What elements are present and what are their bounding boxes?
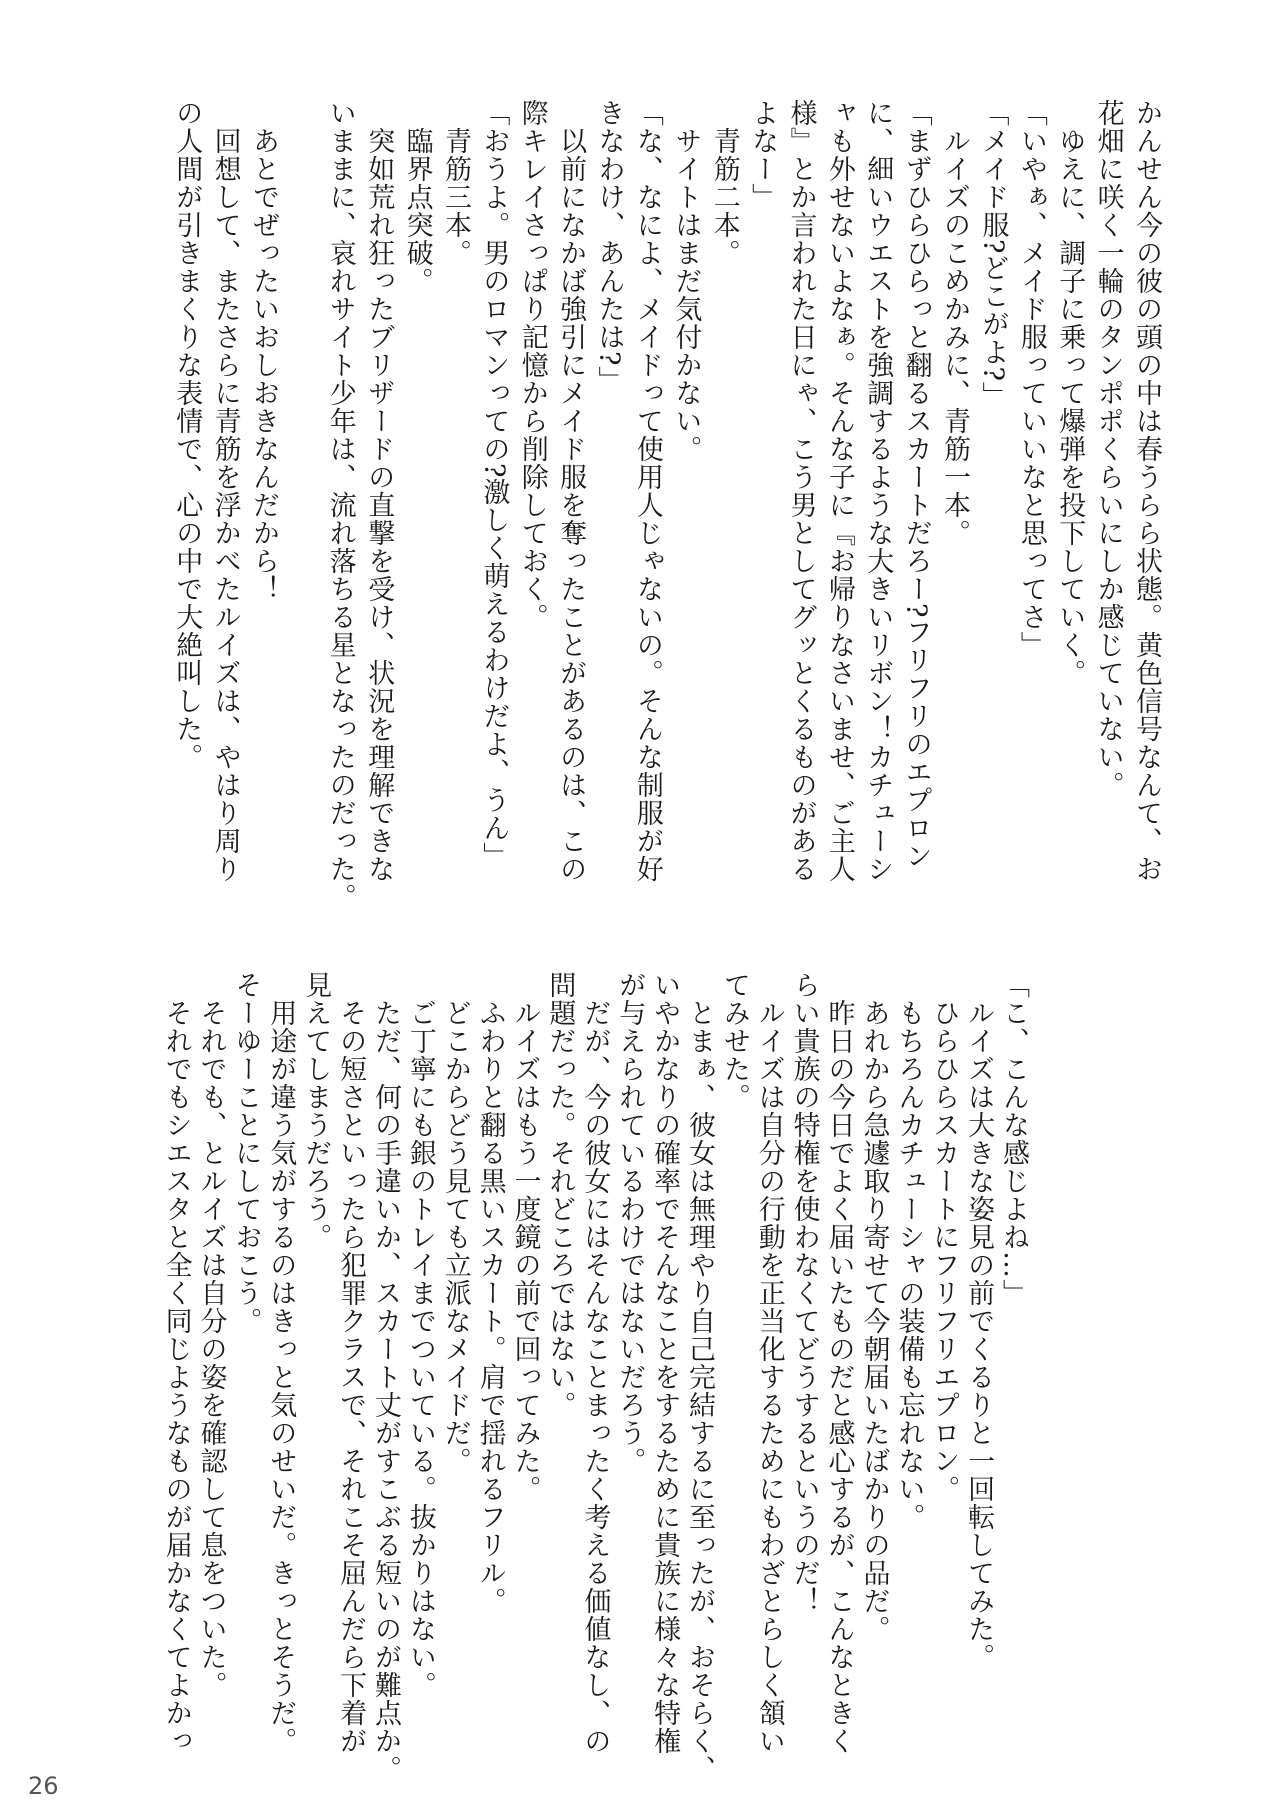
- text-line: の人間が引きまくりな表情で、心の中で大絶叫した。: [171, 99, 203, 771]
- text-block-upper: [167, 99, 1165, 909]
- text-line: いままに、哀れサイト少年は、流れ落ちる星となったのだった。: [324, 99, 356, 911]
- text-line: 「いやぁ、メイド服っていいなと思ってさ」: [1015, 99, 1047, 659]
- text-line: サイトはまだ気付かない。: [670, 99, 702, 463]
- text-line: [282, 99, 320, 909]
- text-line: 臨界点突破。: [401, 99, 433, 295]
- text-line: 昨日の今日でよく届いたものだと感心するが、こんなときく: [823, 971, 855, 1755]
- text-line: もちろんカチューシャの装備も忘れない。: [893, 971, 925, 1531]
- text-line: それでも、とルイズは自分の姿を確認して息をついた。: [195, 971, 227, 1699]
- text-line: らい貴族の特権を使わなくてどうするというのだ！: [788, 971, 820, 1615]
- text-line: あれから急遽取り寄せて今朝届いたばかりの品だ。: [858, 971, 890, 1643]
- text-line: ルイズのこめかみに、青筋一本。: [939, 99, 971, 547]
- text-line: 「メイド服?どこがよ?」: [977, 99, 1009, 410]
- text-line: 以前になかば強引にメイド服を奪ったことがあるのは、この: [555, 99, 587, 883]
- text-line: 突如荒れ狂ったブリザードの直撃を受け、状況を理解できな: [363, 99, 395, 883]
- text-line: 際キレイさっぱり記憶から削除しておく。: [516, 99, 548, 631]
- text-line: 「まずひらひらっと翻るスカートだろー?フリフリのエプロン: [900, 99, 932, 871]
- page-number: 26: [28, 1772, 59, 1800]
- text-line: だが、今の彼女にはそんなことまったく考える価値なし、の: [579, 971, 611, 1755]
- text-block-lower: [158, 971, 1030, 1783]
- text-line: ただ、何の手違いか、スカート丈がすこぶる短いのが難点か。: [369, 971, 401, 1783]
- text-line: 「こ、こんな感じよね…」: [998, 971, 1029, 1307]
- text-line: いやかなりの確率でそんなことをするために貴族に様々な特権: [649, 971, 681, 1755]
- text-line: ひらひらスカートにフリフリエプロン。: [928, 971, 960, 1503]
- text-line: ャも外せないよなぁ。そんな子に『お帰りなさいませ、ご主人: [823, 99, 855, 883]
- text-line: 見えてしまうだろう。: [300, 971, 332, 1251]
- text-line: ご丁寧にも銀のトレイまでついている。抜かりはない。: [404, 971, 436, 1699]
- text-line: 青筋二本。: [708, 99, 740, 267]
- text-line: 回想して、またさらに青筋を浮かべたルイズは、やはり周り: [209, 99, 241, 883]
- text-line: よなー」: [747, 99, 779, 211]
- text-line: 花畑に咲く一輪のタンポポくらいにしか感じていない。: [1092, 99, 1124, 799]
- text-line: その短さといったら犯罪クラスで、それこそ屈んだら下着が: [335, 971, 367, 1755]
- text-line: とまぁ、彼女は無理やり自己完結するに至ったが、おそらく、: [683, 971, 715, 1783]
- text-line: が与えられているわけではないだろう。: [614, 971, 646, 1475]
- text-line: どこからどう見ても立派なメイドだ。: [439, 971, 471, 1475]
- text-line: 「おうよ。男のロマンっての?激しく萌えるわけだよ、うん」: [478, 99, 510, 871]
- text-line: あとでぜったいおしおきなんだから！: [248, 99, 280, 603]
- text-line: 「な、なによ、メイドって使用人じゃないの。そんな制服が好: [631, 99, 663, 883]
- text-line: そーゆーことにしておこう。: [230, 971, 262, 1335]
- text-line: 様』とか言われた日にゃ、こう男としてグッとくるものがある: [785, 99, 817, 883]
- text-line: きなわけ、あんたは?」: [593, 99, 625, 395]
- text-line: に、細いウエストを強調するような大きいリボン！カチューシ: [862, 99, 894, 883]
- text-line: ルイズはもう一度鏡の前で回ってみた。: [509, 971, 541, 1503]
- text-line: かんせん今の彼の頭の中は春うらら状態。黄色信号なんて、お: [1131, 99, 1162, 883]
- text-line: てみせた。: [718, 971, 750, 1111]
- text-line: 青筋三本。: [439, 99, 471, 267]
- text-line: 用途が違う気がするのはきっと気のせいだ。きっとそうだ。: [265, 971, 297, 1755]
- text-line: ルイズは自分の行動を正当化するためにもわざとらしく頷い: [753, 971, 785, 1755]
- text-line: 問題だった。それどころではない。: [544, 971, 576, 1419]
- text-line: ゆえに、調子に乗って爆弾を投下していく。: [1054, 99, 1086, 687]
- text-line: それでもシエスタと全く同じようなものが届かなくてよかっ: [160, 971, 192, 1755]
- text-line: ルイズは大きな姿見の前でくるりと一回転してみた。: [963, 971, 995, 1671]
- text-line: ふわりと翻る黒いスカート。肩で揺れるフリル。: [474, 971, 506, 1615]
